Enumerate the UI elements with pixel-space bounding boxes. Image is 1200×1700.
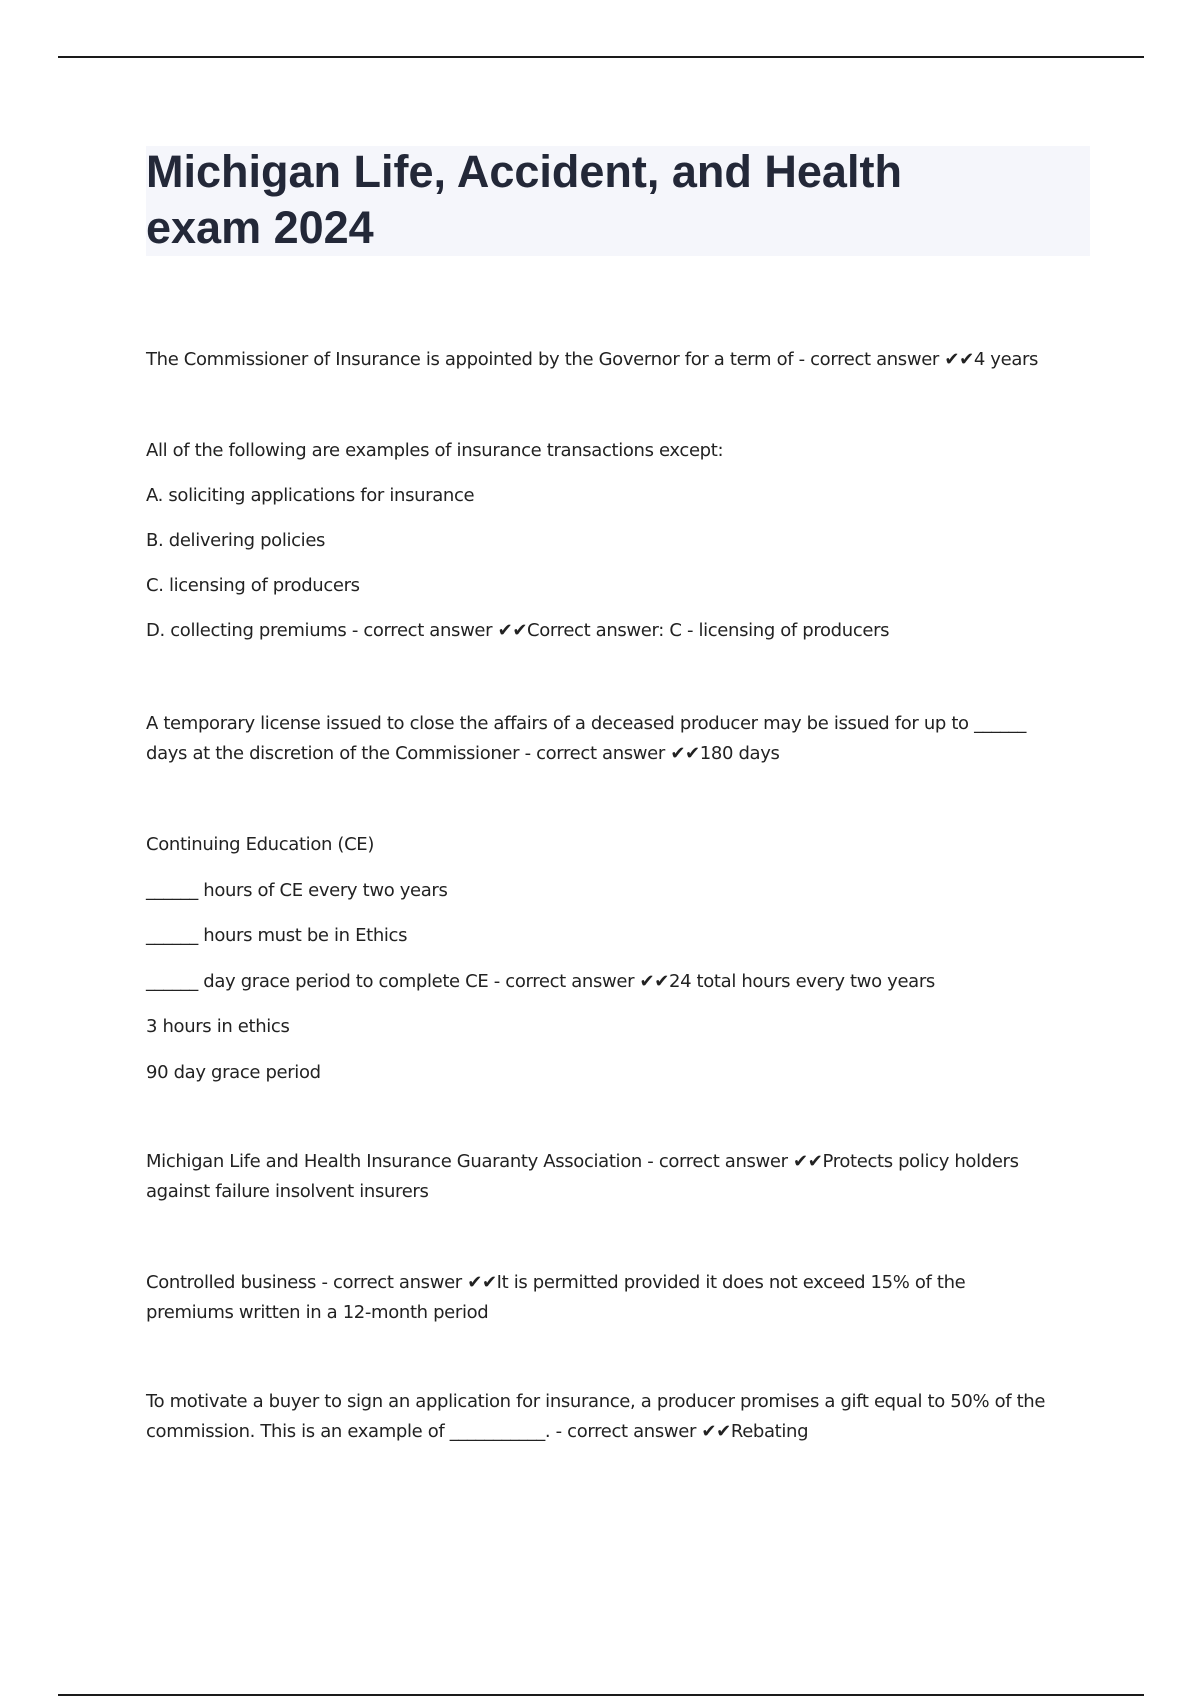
qa-item [146, 1147, 1090, 1207]
qa-line: commission. This is an example of ___________. - correct answer ✔✔Rebating [146, 1421, 809, 1442]
qa-line: 90 day grace period [146, 1061, 321, 1083]
qa-line: ______ hours of CE every two years [146, 879, 448, 901]
qa-line: days at the discretion of the Commissioner - correct answer ✔✔180 days [146, 743, 780, 764]
qa-line: ______ day grace period to complete CE - correct answer ✔✔24 total hours every two years [146, 970, 935, 992]
title-banner [146, 146, 1090, 256]
qa-line: A. soliciting applications for insurance [146, 485, 475, 506]
qa-line: against failure insolvent insurers [146, 1181, 429, 1202]
qa-line: D. collecting premiums - correct answer ✔✔Correct answer: C - licensing of producers [146, 620, 890, 641]
title-line-2: exam 2024 [146, 202, 374, 253]
document-title [146, 144, 1090, 256]
qa-item [146, 709, 1090, 769]
qa-item [146, 1268, 1090, 1328]
qa-item [146, 436, 1090, 661]
qa-line: premiums written in a 12-month period [146, 1302, 489, 1323]
qa-line: Controlled business - correct answer ✔✔It is permitted provided it does not exceed 15% of the [146, 1272, 966, 1293]
qa-item [146, 345, 1090, 375]
bottom-rule [58, 1694, 1144, 1696]
qa-line: B. delivering policies [146, 530, 326, 551]
title-line-1: Michigan Life, Accident, and Health [146, 146, 902, 197]
document-body [146, 146, 1090, 256]
qa-line: Michigan Life and Health Insurance Guaranty Association - correct answer ✔✔Protects policy holders [146, 1151, 1019, 1172]
qa-line: To motivate a buyer to sign an application for insurance, a producer promises a gift equal to 50% of the [146, 1391, 1046, 1412]
qa-item [146, 830, 1090, 1103]
qa-line: Continuing Education (CE) [146, 834, 374, 855]
qa-line: ______ hours must be in Ethics [146, 925, 408, 946]
top-rule [58, 56, 1144, 58]
qa-line: A temporary license issued to close the affairs of a deceased producer may be issued for up to ______ [146, 713, 1026, 734]
qa-line: The Commissioner of Insurance is appointed by the Governor for a term of - correct answer ✔✔4 years [146, 349, 1039, 370]
qa-line: C. licensing of producers [146, 575, 360, 596]
qa-line: All of the following are examples of insurance transactions except: [146, 440, 724, 461]
qa-item [146, 1387, 1090, 1447]
qa-line: 3 hours in ethics [146, 1016, 290, 1037]
